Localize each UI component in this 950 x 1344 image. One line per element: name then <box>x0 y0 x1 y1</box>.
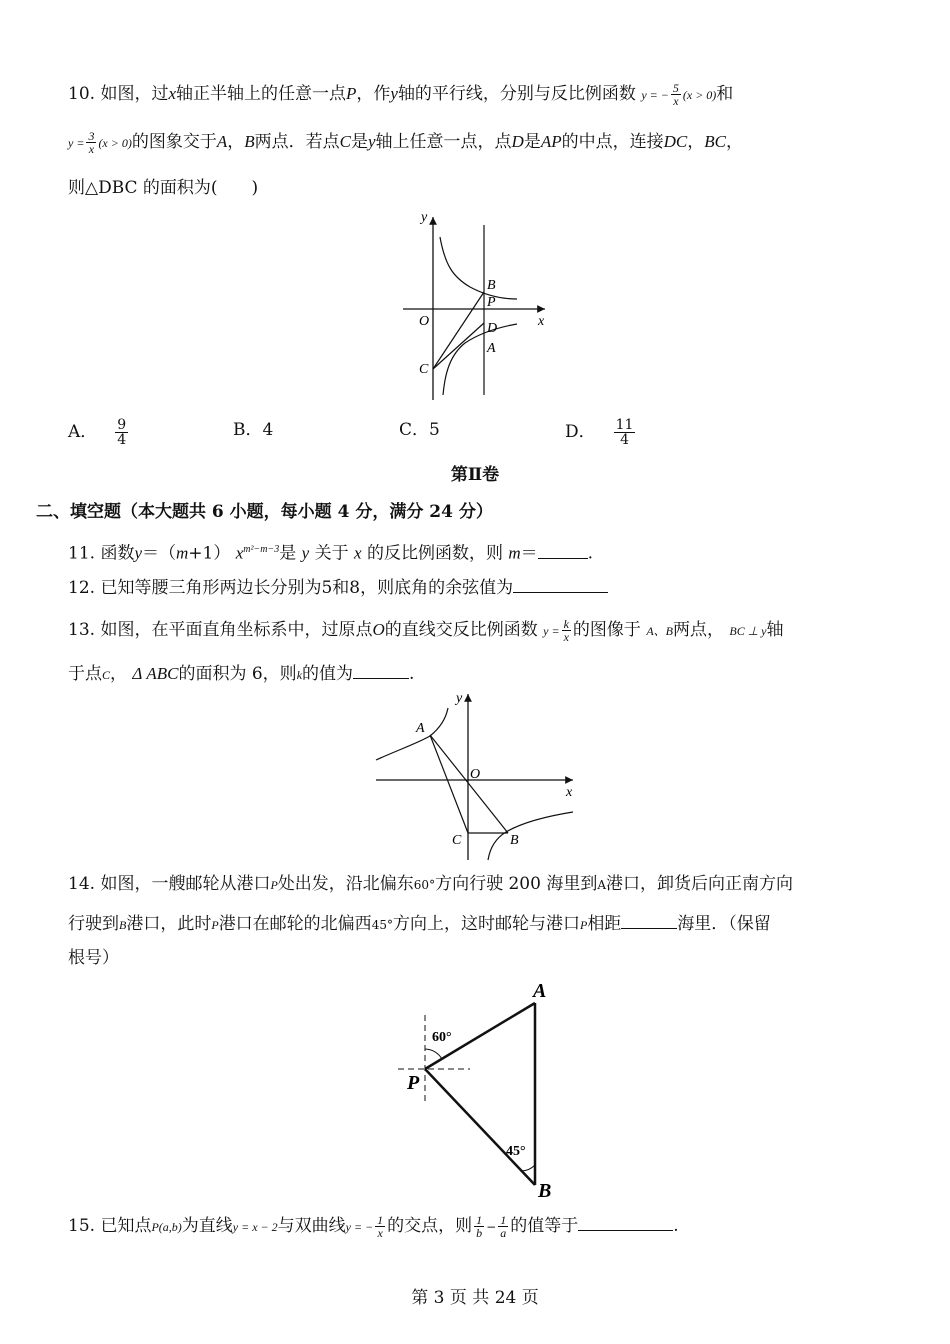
q14-line3: 根号） <box>68 948 119 968</box>
label-angle-45: 45° <box>506 1144 526 1159</box>
question-number: 10. <box>68 84 96 104</box>
hyperbola-right <box>488 812 573 860</box>
label-p: P <box>487 295 496 310</box>
answer-blank[interactable] <box>353 660 409 679</box>
label-a: A <box>416 721 425 736</box>
label-x: x <box>538 314 545 329</box>
q12: 12. 已知等腰三角形两边长分别为5和8，则底角的余弦值为 <box>68 574 608 600</box>
label-d: D <box>487 321 498 336</box>
option-c[interactable]: C．5 <box>399 420 440 440</box>
label-y: y <box>421 210 428 225</box>
label-c: C <box>419 362 429 377</box>
q11: 11. 函数y＝（m+1） $x^{m^2-m-3}$是 y 关于 x 的反比例函数，则 m＝ . <box>68 538 593 566</box>
answer-blank[interactable] <box>513 574 608 593</box>
label-b: B <box>487 278 496 293</box>
label-a: A <box>487 341 496 356</box>
label-p: P <box>407 1072 420 1094</box>
label-o: O <box>470 767 481 782</box>
fraction-5-over-x: $\frac{5}{x}$ <box>672 81 679 108</box>
label-o: O <box>419 314 430 329</box>
q10-figure <box>395 205 560 405</box>
option-d[interactable]: D． $\frac{11}{4}$ <box>565 417 634 448</box>
hyperbola-negative <box>443 324 517 395</box>
angle-45-arc <box>521 1165 535 1171</box>
segment-pb <box>425 1069 535 1185</box>
q10-line3: 则△DBC 的面积为( ) <box>68 178 259 198</box>
q13-line2: 于点C， Δ ABC的面积为 6，则k的值为 . <box>68 660 414 687</box>
q13-figure <box>368 688 583 863</box>
answer-blank[interactable] <box>621 910 677 929</box>
label-a: A <box>533 980 547 1002</box>
angle-60-arc <box>425 1049 442 1059</box>
q10-line1: 10. 如图，过x轴正半轴上的任意一点P，作y轴的平行线，分别与反比例函数 y = − $\frac{5}{x}$ (x > 0)和 <box>68 81 734 108</box>
label-b: B <box>510 833 519 848</box>
label-c: C <box>452 833 462 848</box>
page-footer: 第 3 页 共 24 页 <box>411 1288 539 1308</box>
label-x: x <box>566 785 573 800</box>
answer-blank[interactable] <box>578 1212 673 1231</box>
q14-line1: 14. 如图，一艘邮轮从港口P处出发，沿北偏东60°方向行驶 200 海里到A港口，卸货后向正南方向 <box>68 874 794 894</box>
segment-ab <box>430 735 508 833</box>
option-a[interactable]: A． $\frac{9}{4}$ <box>68 417 127 448</box>
q14-line2: 行驶到B港口，此时P港口在邮轮的北偏西45°方向上，这时邮轮与港口P相距 海里．（保留 <box>68 910 771 937</box>
answer-blank[interactable] <box>538 540 588 559</box>
q13-line1: 13. 如图，在平面直角坐标系中，过原点O的直线交反比例函数 y = $\frac{k}{x}$ 的图像于 A、B两点， BC ⊥ y轴 <box>68 617 784 644</box>
label-y: y <box>456 691 463 706</box>
fraction-3-over-x: $\frac{3}{x}$ <box>88 129 95 156</box>
section-heading: 二、填空题（本大题共 6 小题，每小题 4 分，满分 24 分） <box>36 502 493 522</box>
segment-ac <box>430 735 468 833</box>
q15: 15. 已知点P(a,b)为直线y = x − 2与双曲线y = − $\frac{1}{x}$ 的交点，则 $\frac{1}{b}$ − $\frac{1}{a}$ 的值等于 . <box>68 1213 679 1240</box>
q14-figure <box>390 975 570 1205</box>
label-b: B <box>538 1180 552 1202</box>
q10-line2: y = $\frac{3}{x}$ (x > 0)的图象交于A，B两点．若点C是y轴上任意一点，点D是AP的中点，连接DC，BC， <box>68 129 743 156</box>
volume-title: 第Ⅱ卷 <box>450 465 500 485</box>
label-angle-60: 60° <box>432 1030 452 1045</box>
hyperbola-positive <box>440 237 517 299</box>
option-b[interactable]: B．4 <box>233 420 274 440</box>
